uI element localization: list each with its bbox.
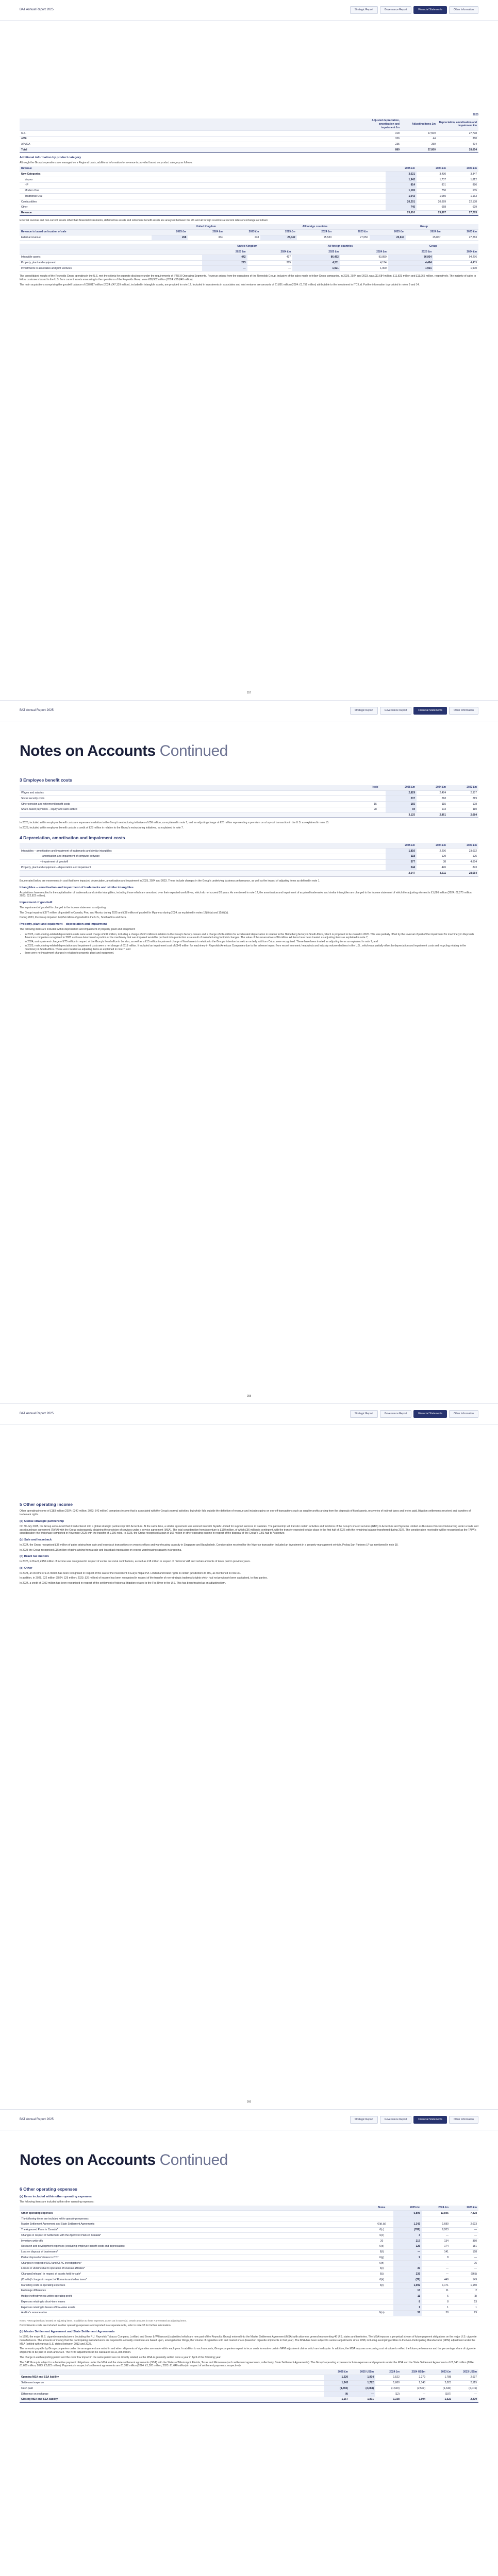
table-row: (Credits)/ charges in respect of Romania and other taxes* 6(k) (78) 449 149 (20, 2277, 478, 2283)
table-row: Property, plant and equipment – depreciation and impairment 544 426 843 (20, 865, 478, 871)
sale-leaseback-text: In 2023 the Group recognised £15 million of gains arising from a sale and leaseback transaction on excess warehousing capacity in Argentina. (20, 1548, 182, 1552)
goodwill-heading: Impairment of goodwill (20, 901, 53, 904)
list-item: • in 2024, an impairment charge of £75 million in respect of the Group's head office in London, as well as a £15 million impairment charge of fixed assets in relation to the Group's intention to seek an orderly exit from Cuba, were recognised. These have been treated as adjusting items as explained in note 7; and (25, 940, 478, 944)
table-row: Vapour 1,942 1,737 1,812 (20, 177, 478, 183)
tab-financial-statements[interactable]: Financial Statements (413, 707, 447, 715)
table-total-row: Revenue 25,610 25,867 27,283 (20, 210, 478, 216)
employee-costs-text: In 2023, included within employee benefit costs is a credit of £28 million in relation to the Group's restructuring initiatives, as explained in note 7. (20, 826, 184, 830)
table-row: Changes/(release) in respect of assets held for sale* 6(j) 235 — (565) (20, 2272, 478, 2277)
table-row: Social security costs 237 218 219 (20, 796, 478, 802)
table-row: – amortisation and impairment of computer software 118 129 125 (20, 854, 478, 859)
page-270 (0, 2110, 498, 2576)
other-income-text: Other operating income of £183 million (2024: £340 million; 2023: £42 million) comprises income that is associated with the Group's normal activities, but which falls outside the definition of revenue and includes gains on one-off transactions such as supplier profits arising from the disposals of fixed assets, recoveries of indirect taxes and levies paid, litigation settlements received and transfers of trademark rights. (20, 1510, 471, 1517)
section-heading-other-income: 5 Other operating income (20, 1502, 73, 1507)
table-year: 2025 (472, 113, 478, 116)
dep-by-region-table: Adjusted depreciation, amortisation and impairment £m Adjusting items £m Depreciation, amortisation and impairment £m U.S. 318 27,509 27,798 AME 336 44 380 APMEA 235 259 494 Total 889 27,800 28,654 (20, 118, 478, 153)
sale-leaseback-heading: (b) Sale and leaseback (20, 1538, 52, 1542)
tab-governance-report[interactable]: Governance Report (380, 1410, 412, 1418)
table-total-row: 2,547 3,511 28,654 (20, 871, 478, 876)
msa-text: In 1998, the major U.S. cigarette manufacturers (including the R.J. Reynolds Tobacco Company, Lorillard and Brown & Williamson) (submitted which are now part of the Reynolds Group) entered into the Master Settlement Agreement (MSA) with attorneys general representing 46 U.S. states and territories. The MSA imposes a perpetual stream of future payment obligations on the major U.S. cigarette manufacturers. The amounts of money that the participating manufacturers are required to annually contribute are based upon, amongst other things, the volume of cigarettes sold and market share (based on cigarette shipments in that year). The MSA has been subject to various adjustments since 1998, including exempting entities to the Non-Participating Manufacturer (NPM) adjustment under the MSA (settled with various U.S. states) between 2013 and 2025. (20, 2335, 477, 2346)
strategic-heading: (a) Global strategic partnership (20, 1519, 64, 1523)
section-heading-other-expenses: 6 Other operating expenses (20, 2186, 77, 2192)
table-row: Research and development expenses (excluding employee benefit costs and depreciation) 6(e) 125 174 181 (20, 2244, 478, 2249)
page-266 (0, 1404, 498, 2110)
table-row: Traditional Oral 1,043 1,050 1,163 (20, 194, 478, 199)
table-row: Wages and salaries 2,829 2,424 2,357 (20, 790, 478, 796)
table-row: Share-based payments – equity and cash-settled 28 94 103 110 (20, 807, 478, 812)
table-row: Modern Oral 1,165 750 535 (20, 188, 478, 194)
page-title: Notes on Accounts Continued (20, 742, 228, 759)
tab-financial-statements[interactable]: Financial Statements (413, 6, 447, 14)
table-row: Hedge ineffectiveness within operating profit 11 6 (3) (20, 2294, 478, 2299)
geo-assets-table: United Kingdom All foreign countries Group 2025 £m 2024 £m 2025 £m 2024 £m 2025 £m 2024 £m Intangible assets 442 417 86,492 93,859 86,934 94,276 Property, plant and equipment 273 285 4,211 4,174 4,484 4,459 Investments in associates and joint ventures — — 1,921 1,900 1,921 1,900 (20, 244, 478, 272)
table-row: Partial disposal of shares in ITC* 6(g) 9 8 — (20, 2255, 478, 2261)
table-row: Intangibles – amortisation and impairment of trademarks and similar intangibles 1,810 2,296 23,032 (20, 849, 478, 854)
table-row: Charges in respect of DOJ and OFAC investigations* 6(h) — — 75 (20, 2261, 478, 2266)
other-text: In addition, in 2025, £22 million (2024: £29 million; 2023: £26 million) of income has been recognised in respect of the transfer of non-strategic trademark rights which had not previously been capitalised, to third parties. (20, 1577, 268, 1580)
goodwill-text: The Group impaired £377 million of goodwill in Canada, Peru and Mexico during 2025 and £38 million of goodwill in Myanmar during 2024, as explained in notes 12(iii)(a) and 12(iii)(b). (20, 911, 229, 914)
goodwill-paragraph: The main acquisitions comprising the goodwill balance of £38,817 million (2024: £47,139 million), included in intangible assets, are provided in note 12. Included in investments in associates and joint ventures are amounts of £1,891 million (2024: £1,752 million) attributable to the investment in ITC Ltd. Further information is provided in notes 9 and 14. (20, 283, 420, 286)
page-header (0, 1404, 498, 1425)
strategic-text: On 30 July 2025, the Group announced that it had entered into a global strategic partnership with Accenture. At the same time, a similar agreement was entered into with Siyakhi Limited for support services in Pakistan. The partnership will transfer certain activities and functions of the Group's shared services (GBS) to Accenture and Systems Limited as Business Process Outsourcing under a trade and asset purchase agreement (TAPA) with the Group subsequently obtaining the provision of services under a service agreement (MSA). The total consideration from Accenture is £150 million, of which £56 million is contingent, with the transfer expected to take place in the first half of 2026 with the remaining balance transferred during 2027. The consideration receivable will be recognised as the TAPA's consideration; the first phase completed in November 2025 with the transfer of 1,000 roles. In 2025, the Group recognised a gain of £66 million in other operating income in respect of the disposal of the Group's GBS hub to Accenture. (20, 1524, 478, 1535)
goodwill-text: The impairment of goodwill is charged to the income statement as adjusting. (20, 906, 107, 909)
page-header (0, 701, 498, 721)
opex-table: Notes 2025 £m 2024 £m 2023 £m Other operating expenses 5,895 13,595 7,328 The following items are included within operating expenses: Master Settlement Agreement and State Settlement Agreements 6(b),(d) 1,343 1,680 2,023 The Approved Plans in Canada* 6(c) (768) 6,203 — Changes in respect of Settlement with the Approved Plans in Canada* 6(c) 3 — — Inventory write-offs 20 217 134 350 Research and development expenses (excluding employee benefit costs and depreciation) 6(e) 125 174 181 Loss on disposal of businesses* 6(f) — 141 158 Partial disposal of shares in ITC* 6(g) 9 8 — Charges in respect of DOJ and OFAC investigations* 6(h) — — 75 Losses in Ukraine due to operation of Russian affiliates* 6(i) 39 — — Changes/(release) in respect of assets held for sale* 6(j) 235 — (565) (Credits)/ charges in respect of Romania and other taxes* 6(k) (78) 449 149 Marketing costs in operating expenses 6(l) 1,092 1,171 1,150 Exchange differences 13 11 2 Hedge ineffectiveness within operating profit 11 6 (3) Expenses relating to short-term leases 8 8 13 Expenses relating to leases of low-value assets 1 1 1 Auditor's remuneration 6(m) 31 30 29 (20, 2206, 478, 2316)
external-revenue-text: External revenue and non-current assets other than financial instruments, deferred tax assets and retirement benefit assets are analysed between the UK and all foreign countries at current rates of exchange as follows: (20, 219, 269, 223)
table-row: Auditor's remuneration 6(m) 31 30 29 (20, 2310, 478, 2316)
tab-strategic-report[interactable]: Strategic Report (350, 707, 378, 715)
table-row: HP 814 801 886 (20, 182, 478, 188)
table-row: Exchange differences 13 11 2 (20, 2288, 478, 2294)
nav-tabs (350, 2116, 478, 2124)
page-257 (0, 0, 498, 701)
table-row: The following items are included within operating expenses: (20, 2216, 478, 2222)
page-header (0, 0, 498, 21)
table-row: Intangible assets 442 417 86,492 93,859 86,934 94,276 (20, 255, 478, 260)
report-brand: BAT Annual Report 2025 (20, 709, 54, 713)
list-item: • there were no impairment charges in relation to property, plant and equipment. (25, 952, 478, 955)
tab-other-information[interactable]: Other Information (449, 6, 478, 14)
msa-text: The BAT Group is subject to substantive payment obligations under the MSA and the state settlement agreements (SSA) with the States of Mississippi, Florida, Texas and Minnesota (such settlement agreements, collectively, State Settlement Agreements). The Group's operating expenses include expenses and payments under the MSA and the State Settlement Agreements of £1,343 million (2024: £1,680 million; 2023: £2,023 million). Payments in respect of settlement agreements are £1,392 million (2024: £1,520 million; 2023: £1,640 million) in respect of settlement payments, respectively. (20, 2361, 475, 2368)
report-brand: BAT Annual Report 2025 (20, 1412, 54, 1416)
nav-tabs (350, 6, 478, 14)
tab-strategic-report[interactable]: Strategic Report (350, 6, 378, 14)
table-row: Expenses relating to leases of low-value assets 1 1 1 (20, 2305, 478, 2311)
depreciation-text: Enumerated below are movements in cost that have impacted depreciation, amortisation and impairment in 2025, 2024 and 2023. These include changes in the Group's underlying business performance, as well as the impact of adjusting items as defined in note 1. (20, 879, 320, 883)
tab-governance-report[interactable]: Governance Report (380, 707, 412, 715)
table-row: Expenses relating to short-term leases 8 8 13 (20, 2299, 478, 2305)
report-brand: BAT Annual Report 2025 (20, 8, 54, 12)
tab-financial-statements[interactable]: Financial Statements (413, 1410, 447, 1418)
tab-financial-statements[interactable]: Financial Statements (413, 2116, 447, 2124)
table-row: U.S. 318 27,509 27,798 (20, 131, 478, 137)
table-row: Changes in respect of Settlement with the Approved Plans in Canada* 6(c) 3 — — (20, 2233, 478, 2239)
ppe-heading: Property, plant and equipment – depreciation and impairment (20, 923, 107, 926)
other-heading: (d) Other (20, 1566, 32, 1570)
table-row: Master Settlement Agreement and State Settlement Agreements 6(b),(d) 1,343 1,680 2,023 (20, 2222, 478, 2227)
items-text: The following items are included within other operating expenses: (20, 2200, 94, 2204)
employee-costs-text: In 2025, included within employee benefit costs are expenses in relation to the Group's restructuring initiatives of £56 million, as explained in note 7, and an adjusting charge of £28 million representing a premium on a buy-out transaction in the U.S. as explained in note 15. (20, 821, 329, 825)
additional-info-heading: Additional information by product category (20, 156, 81, 159)
tab-strategic-report[interactable]: Strategic Report (350, 2116, 378, 2124)
table-row: Other operating expenses 5,895 13,595 7,328 (20, 2211, 478, 2216)
geo-revenue-table: United Kingdom All foreign countries Group Revenue is based on location of sale 2025 £m 2024 £m 2023 £m 2025 £m 2024 £m 2023 £m 2025 £m 2024 £m 2023 £m External revenue 268 334 233 25,342 25,533 27,050 25,610 25,867 27,283 (20, 224, 478, 241)
tab-other-information[interactable]: Other Information (449, 1410, 478, 1418)
sale-leaseback-text: In 2024, the Group recognised £36 million of gains arising from sale and leaseback transactions on vessels offices and warehousing capacity in Singapore and Bangladesh. Consideration received for the Nigerian transaction included an investment in a property management vehicle, Prolog Sun Partners LP as mentioned in note 18. (20, 1543, 399, 1547)
table-row: New Categories 3,621 3,430 3,347 (20, 172, 478, 177)
page-number: 258 (246, 1395, 252, 1398)
list-item: • in 2023, restructuring-related depreciation and impairment costs were a net charge of £118 million. It included an impairment cost of £149 million for machinery in Reynolds American Companies due to the adverse impact from recent economic headwinds and industry volume declines in the U.S., which was partially offset by depreciation and impairment costs and recycling relating to the machinery in South Africa. These were treated as adjusting items as explained in note 7; and (25, 944, 478, 952)
goodwill-text: During 2023, the Group impaired £4,654 million of goodwill in the U.S., South Africa and Peru. (20, 916, 127, 920)
employee-costs-table: Note 2025 £m 2024 £m 2023 £m Wages and salaries 2,829 2,424 2,357 Social security costs 237 218 219 Other pension and retirement benefit costs 15 165 115 108 Share-based payments – equity and cash-settled 28 94 103 110 3,125 2,861 2,684 (20, 785, 478, 819)
intangibles-heading: Intangibles – amortisation and impairment of trademarks and similar intangibles (20, 886, 134, 889)
table-row: – impairment of goodwill 377 38 4,654 (20, 859, 478, 865)
revenue-by-category-table: Revenue 2025 £m 2024 £m 2023 £m New Categories 3,621 3,430 3,347 Vapour 1,942 1,737 1,812 HP 814 801 886 Modern Oral 1,165 750 535 Traditional Oral 1,043 1,050 1,163 Combustibles 20,201 20,689 22,138 Other 745 658 629 Revenue 25,610 25,867 27,283 (20, 166, 478, 216)
table-row: Property, plant and equipment 273 285 4,211 4,174 4,484 4,459 (20, 260, 478, 266)
ppe-text: The following items are included within depreciation and impairment of property, plant and equipment: (20, 927, 136, 931)
additional-info-text: Although the Group's operations are managed on a Regional basis, additional information for revenue is provided based on product category as follows: (20, 161, 193, 164)
tab-other-information[interactable]: Other Information (449, 707, 478, 715)
other-text: In 2024, a credit of £102 million has been recognised in respect of the settlement of historical litigation related to the Fox River in the U.S. This has been treated as an adjusting item. (20, 1582, 226, 1585)
depreciation-table: 2025 £m 2024 £m 2023 £m Intangibles – amortisation and impairment of trademarks and similar intangibles 1,810 2,296 23,032 – amortisation and impairment of computer software 118 129 125 – impairment of goodwill 377 38 4,654 Property, plant and equipment – depreciation and impairment 544 426 843 2,547 3,511 28,654 (20, 843, 478, 876)
page-number: 266 (246, 2100, 252, 2104)
page-title: Notes on Accounts Continued (20, 2151, 228, 2168)
opex-note: Notes: * Recognised and treated as adjusting items. In addition to these expenses, as set out in note 6(a), certain amounts in note 7 are treated as adjusting items. (20, 2319, 187, 2322)
table-total-row: Closing MSA and SSA liability 1,167 1,801 1,338 1,904 1,522 2,279 (20, 2397, 478, 2402)
table-row: The Approved Plans in Canada* 6(c) (768) 6,203 — (20, 2227, 478, 2233)
table-row: External revenue 268 334 233 25,342 25,533 27,050 25,610 25,867 27,283 (20, 235, 478, 241)
page-258 (0, 701, 498, 1404)
table-row: Loss on disposal of businesses* 6(f) — 141 158 (20, 2249, 478, 2255)
table-row: Other pension and retirement benefit costs 15 165 115 108 (20, 802, 478, 807)
nav-tabs (350, 707, 478, 715)
items-heading: (a) Items included within other operating expenses (20, 2195, 92, 2198)
tab-other-information[interactable]: Other Information (449, 2116, 478, 2124)
msa-text: The charge in each reporting period and the cash flow impact in the same period are not directly related, as the MSA is generally settled once a year in April of the following year. (20, 2355, 222, 2359)
ppe-bullets (25, 933, 478, 956)
brazil-text: In 2025, in Brazil, £150 million of income was recognised in respect of excise on social contributions, as well as £18 million in respect of historical VAT and certain amounts of taxes paid in previous years. (20, 1560, 251, 1564)
section-heading-depreciation: 4 Depreciation, amortisation and impairment costs (20, 835, 125, 840)
other-text: In 2024, an income of £16 million has been recognised in respect of the sale of the investment in Eurya Nepal Pvt. Limited and brand rights in certain jurisdictions to ITC, as mentioned in note 30. (20, 1571, 241, 1575)
table-total-row: Total 889 27,800 28,654 (20, 147, 478, 153)
reynolds-paragraph: The consolidated results of the Reynolds Group operating in the U.S. met the criteria for separate disclosure under the requirements of IFRS 8 Operating Segments. Revenue arising from the operations of the Reynolds Group, inclusive of the sales made to fellow Group companies, in 2025, 2024 and 2023, was £11,684 million, £11,823 million and £11,965 million, respectively. The majority of sales to fellow customers based in the U.S. from current assets amounting to the operations of the Reynolds Group were £88,982 million (2024: £95,840 million). (20, 275, 476, 281)
table-row: AME 336 44 380 (20, 136, 478, 142)
table-row: Inventory write-offs 20 217 134 350 (20, 2239, 478, 2244)
intangibles-text: Acquisitions have resulted in the capitalisation of trademarks and similar intangibles, including those which are amortised over their expected useful lives, which do not exceed 20 years. As mentioned in note 12, the amortisation and impairment of acquired trademarks and similar intangibles are charged to the income statement of which the adjusting element is £1,686 million (2024: £2,275 million; 2023: £22,922 million). (20, 891, 472, 898)
msa-heading: (b) Master Settlement Agreement and State Settlement Agreements (20, 2330, 115, 2334)
msa-liability-table: 2025 £m 2025 US$m 2024 £m 2024 US$m 2023 £m 2023 US$m Opening MSA and SSA liability 1,220 1,904 1,522 2,279 1,788 2,637 Settlement expense 1,343 1,782 1,680 2,148 2,023 2,515 Cash paid (1,392) (2,068) (1,520) (2,509) (1,640) (2,015) Difference on exchange (4) — (12) — (197) — Closing MSA and SSA liability 1,167 1,801 1,338 1,904 1,522 2,279 (20, 2369, 478, 2403)
table-row: APMEA 235 259 494 (20, 142, 478, 147)
brazil-heading: (c) Brazil tax matters (20, 1555, 49, 1558)
table-row: Combustibles 20,201 20,689 22,138 (20, 199, 478, 205)
page-header (0, 2110, 498, 2130)
table-row: Other 745 658 629 (20, 205, 478, 210)
report-brand: BAT Annual Report 2025 (20, 2118, 54, 2122)
table-row: Difference on exchange (4) — (12) — (197) — (20, 2392, 478, 2397)
tab-strategic-report[interactable]: Strategic Report (350, 1410, 378, 1418)
table-row: Losses in Ukraine due to operation of Russian affiliates* 6(i) 39 — — (20, 2266, 478, 2272)
page-number: 257 (246, 691, 252, 695)
table-row: Marketing costs in operating expenses 6(l) 1,092 1,171 1,150 (20, 2283, 478, 2289)
table-row: Cash paid (1,392) (2,068) (1,520) (2,509) (1,640) (2,015) (20, 2386, 478, 2392)
table-total-row: 3,125 2,861 2,684 (20, 812, 478, 818)
tab-governance-report[interactable]: Governance Report (380, 2116, 412, 2124)
table-row: Opening MSA and SSA liability 1,220 1,904 1,522 2,279 1,788 2,637 (20, 2375, 478, 2380)
list-item: • in 2025, restructuring-related depreciation costs were a net charge of £19 million, including a charge of £21 million in relation to the Group's factory closure and a charge of £14 million for accelerated depreciation in relation to the Heidelberg factory in South Africa, which is proposed to be closed in 2026. This was partially offset by the reversal of part of the impairment for machinery in Reynolds American companies recognised in 2023 as it was determined a portion of the machinery that was impaired would be put back into production as a result of manufacturing footprint changes. The value of this reversal was £16 million. All items have been treated as adjusting items as explained in note 7; (25, 933, 478, 940)
table-row: Investments in associates and joint ventures — — 1,921 1,900 1,921 1,900 (20, 266, 478, 272)
nav-tabs (350, 1410, 478, 1418)
msa-intro: Commitments costs are included in other operating expenses and reported in a separate note, refer to note 33 for further information. (20, 2324, 172, 2327)
msa-text: The amounts payable by Group companies under the arrangement are noted in and when shipments of cigarettes are made within each year. In addition to such amounts, Group companies expect to incur costs to resolve certain NPM adjustment claims which are in dispute. In addition, the MSA imposes a recurring cost structure to reflect the future performance and the percentage share of cigarette shipments to be paid in 2025 and 2024. The NPM adjustment can be calculated as £1,356 million. (20, 2347, 476, 2354)
section-heading-employee-costs: 3 Employee benefit costs (20, 777, 73, 783)
table-row: Settlement expense 1,343 1,782 1,680 2,148 2,023 2,515 (20, 2380, 478, 2386)
tab-governance-report[interactable]: Governance Report (380, 6, 412, 14)
